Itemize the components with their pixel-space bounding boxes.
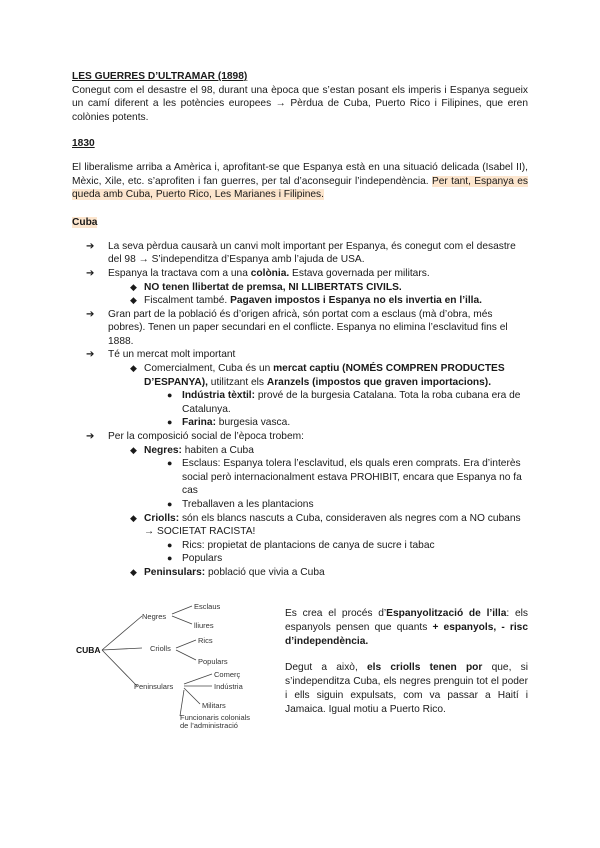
list-item	[72, 389, 528, 416]
tree-edge	[172, 606, 192, 614]
bullet-icon: ●	[167, 499, 173, 509]
bullet-icon: ●	[167, 553, 173, 564]
year-highlight: Per tant, Espanya es queda amb Cuba, Puerto Rico, Les Marianes i Filipines.	[72, 175, 528, 201]
diamond-icon: ◆	[130, 281, 137, 292]
list-text: prové de la burgesia Catalana. Tota la roba cubana era de Catalunya.	[182, 390, 521, 415]
arrow-icon: ➔	[86, 431, 95, 443]
list-item	[72, 281, 528, 295]
diagram-node: lliures	[194, 621, 214, 630]
list-item	[72, 444, 528, 458]
list-text: Comercialment, Cuba és un	[144, 363, 274, 375]
diagram-node: Funcionaris colonials	[180, 713, 251, 722]
list-item	[72, 416, 528, 430]
list-item	[72, 539, 528, 553]
bullet-icon: ●	[167, 390, 173, 401]
cuba-title: Cuba	[72, 216, 98, 228]
cuba-heading	[72, 216, 528, 230]
side-paragraph	[285, 661, 528, 716]
list-item	[72, 240, 528, 267]
list-text: Espanya la tractava com a una	[108, 267, 251, 279]
diamond-icon: ◆	[130, 363, 137, 374]
tree-edge	[102, 650, 137, 686]
year-paragraph	[72, 161, 528, 202]
list-text: Treballaven a les plantacions	[182, 499, 314, 510]
list-item	[72, 552, 528, 566]
bold-text: Peninsulars:	[144, 566, 206, 578]
list-text: La seva pèrdua causarà un canvi molt important per Espanya, és conegut com el desastre del 98 → S’independitza d’Espanya amb l’ajuda de USA.	[108, 240, 516, 266]
list-text: Esclaus: Espanya tolera l’esclavitud, els quals eren comprats. Era d’interès social però internacionalment estava PROHIBIT, encara que Espanya no fa cas	[182, 458, 522, 497]
list-item	[72, 498, 528, 512]
list-item	[72, 362, 528, 389]
society-tree-diagram	[72, 598, 282, 733]
list-text: són els blancs nascuts a Cuba, consideraven als negres com a NO cubans → SOCIETAT RACISTA!	[144, 512, 521, 538]
tree-edge	[176, 650, 196, 660]
bullet-icon: ●	[167, 458, 173, 469]
document-body	[72, 70, 528, 580]
arrow-icon: ➔	[86, 308, 95, 320]
side-text: Es crea el procés d’	[285, 608, 387, 619]
diagram-node: Negres	[142, 612, 167, 621]
side-text: : els espanyols pensen que quants	[285, 608, 528, 633]
diagram-node: Esclaus	[194, 602, 221, 611]
diagram-node: Rics	[198, 636, 213, 645]
list-text: burgesia vasca.	[215, 417, 291, 429]
side-notes	[285, 607, 528, 717]
tree-edge	[184, 688, 200, 704]
bold-text: colònia.	[250, 267, 290, 279]
tree-edge	[184, 674, 212, 684]
arrow-icon: ➔	[86, 240, 95, 252]
list-item	[72, 512, 528, 539]
list-text: habiten a Cuba	[181, 444, 254, 456]
diamond-icon: ◆	[130, 444, 137, 455]
list-text: Per la composició social de l’època trobem:	[108, 431, 304, 443]
arrow-icon: ➔	[86, 349, 95, 361]
bold-text: Farina:	[182, 417, 216, 429]
bold-text: Pagaven impostos i Espanya no els invertia en l’illa.	[230, 295, 483, 307]
list-text: Rics: propietat de plantacions de canya de sucre i tabac	[182, 539, 435, 551]
bold-text: NO tenen llibertat de premsa, NI LLIBERTATS CIVILS.	[144, 281, 402, 293]
diagram-node: Peninsulars	[134, 682, 174, 691]
list-item	[72, 308, 528, 349]
diagram-node: Criolls	[150, 644, 171, 653]
tree-edge	[172, 616, 192, 624]
list-item	[72, 348, 528, 362]
diagram-node: Indústria	[214, 682, 243, 691]
tree-edge	[102, 648, 142, 650]
diagram-node: Populars	[198, 657, 228, 666]
list-item	[72, 294, 528, 308]
bold-text: Aranzels (impostos que graven importacions).	[266, 376, 492, 388]
tree-edge	[176, 640, 196, 648]
bullet-icon: ●	[167, 417, 173, 428]
year-heading: 1830	[72, 138, 95, 150]
list-item	[72, 566, 528, 580]
diagram-node: de l’administració	[180, 721, 238, 730]
list-text: Fiscalment també.	[144, 295, 231, 307]
bold-text: Negres:	[144, 444, 182, 456]
list-text: Populars	[182, 553, 223, 565]
list-text: Estava governada per militars.	[289, 267, 430, 279]
tree-edge	[102, 616, 142, 650]
diamond-icon: ◆	[130, 566, 137, 577]
bold-text: els criolls tenen por	[367, 662, 483, 674]
side-paragraph	[285, 607, 528, 648]
year-text: El liberalisme arriba a Amèrica i, aprofitant-se que Espanya està en una situació delicada (Isabel II), Mèxic, Xile, etc. s’aprofiten i fan guerres, per tal d’aconseguir l’independència.	[72, 162, 528, 187]
bold-text: mercat captiu (NOMÉS COMPREN PRODUCTES D’ESPANYA),	[144, 363, 505, 388]
cuba-list	[72, 240, 528, 580]
diagram-node: Militars	[202, 701, 226, 710]
bullet-icon: ●	[167, 539, 173, 550]
diagram-node: Comerç	[214, 670, 241, 679]
page-title: LES GUERRES D’ULTRAMAR (1898)	[72, 71, 248, 82]
bold-text: Indústria tèxtil:	[182, 390, 256, 402]
bold-text: Espanyolització de l’illa	[386, 608, 507, 619]
list-text: població que vivia a Cuba	[205, 566, 325, 578]
list-text: Té un mercat molt important	[108, 349, 236, 361]
diamond-icon: ◆	[130, 295, 137, 306]
side-text: Degut a això,	[285, 662, 367, 674]
bold-text: Criolls:	[144, 512, 180, 524]
list-text: Gran part de la població és d’origen africà, són portat com a esclaus (mà d’obra, més pobres). Tenen un paper secundari en el conflicte. Espanya no elimina l’esclavitud fins el 1888.	[108, 308, 508, 347]
list-text: utilitzant els	[207, 376, 267, 388]
list-item	[72, 430, 528, 444]
side-text: que, si s’independitza Cuba, els negres prenguin tot el poder i ells siguin expulsats, com va passar a Haití i Jamaica. Igual motiu a Puerto Rico.	[285, 662, 528, 715]
diagram-root: CUBA	[76, 645, 101, 655]
arrow-icon: ➔	[86, 267, 95, 279]
bold-text: + espanyols, - risc d’independència.	[285, 621, 529, 647]
diamond-icon: ◆	[130, 512, 137, 523]
list-item	[72, 457, 528, 498]
intro-paragraph: Conegut com el desastre el 98, durant una època que s’estan posant els imperis i Espanya segueix un camí diferent a les potències europees → Pèrdua de Cuba, Puerto Rico i Filipines, que eren colònies potents.	[72, 84, 528, 123]
list-item	[72, 267, 528, 281]
